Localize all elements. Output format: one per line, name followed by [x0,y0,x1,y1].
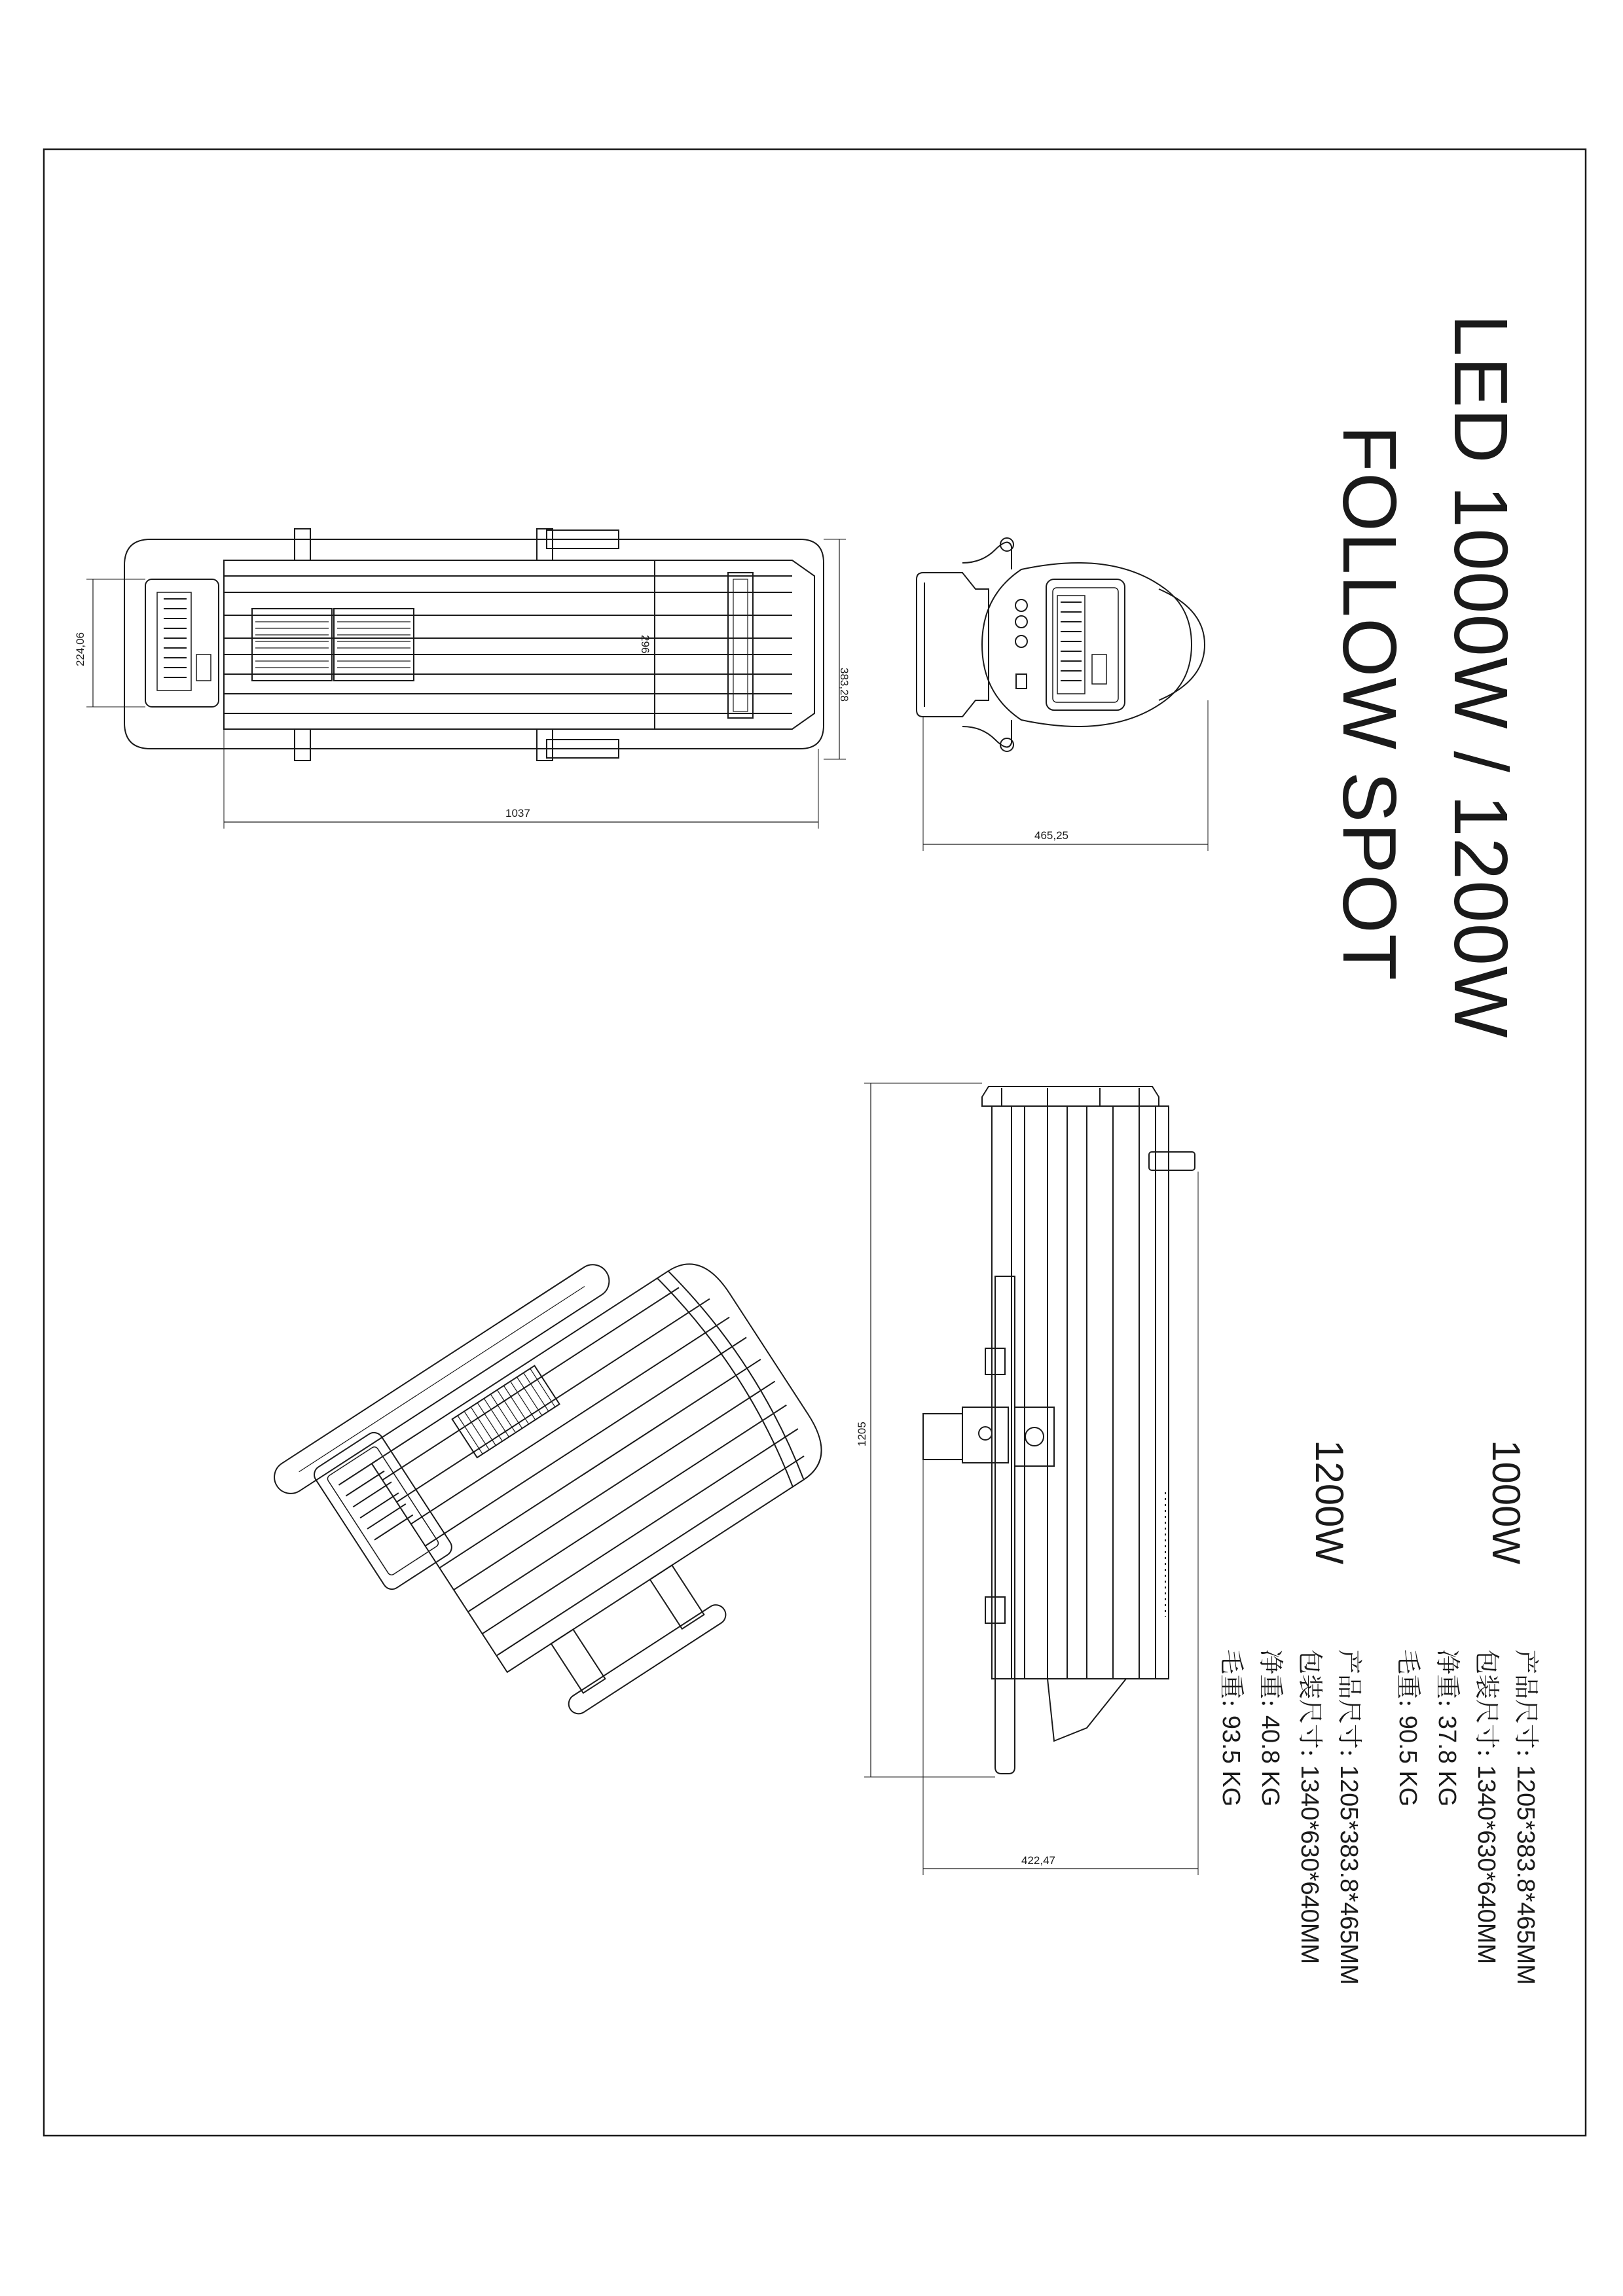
spec-value: 1205*383.8*465MM [1512,1765,1539,1985]
dim-side-view-length: 1205 [856,1422,868,1446]
spec-value: 40.8 KG [1256,1715,1284,1807]
model-label-1000w: 1000W [1484,1440,1528,1565]
spec-label: 毛重: [1394,1649,1423,1708]
spec-value: 1205*383.8*465MM [1335,1765,1362,1985]
dim-side-view-depth: 422,47 [1021,1854,1055,1867]
spec-1200w-package [1297,1649,1322,1964]
vent-grille [252,609,414,681]
spec-label: 包装尺寸: [1472,1649,1501,1757]
spec-1000w-package [1474,1649,1499,1964]
spec-value: 1340*630*640MM [1472,1765,1500,1965]
dim-top-view-panel: 224,06 [74,632,86,666]
side-view [864,1083,1198,1875]
spec-value: 90.5 KG [1394,1715,1421,1807]
spec-1200w-size [1336,1649,1362,1985]
spec-1200w-net-weight [1258,1649,1283,1806]
spec-1000w-size [1513,1649,1539,1985]
spec-value: 37.8 KG [1433,1715,1461,1807]
spec-value: 93.5 KG [1217,1715,1245,1807]
top-view [86,529,846,829]
spec-label: 净重: [1433,1649,1462,1708]
spec-label: 净重: [1256,1649,1285,1708]
dim-top-view-length: 1037 [505,807,530,819]
dim-top-view-inner: 296 [639,635,651,654]
title-line-1: LED 1000W / 1200W [1438,314,1523,1039]
spec-label: 毛重: [1217,1649,1246,1708]
front-view [917,538,1208,851]
spec-1200w-gross-weight [1218,1649,1244,1806]
spec-value: 1340*630*640MM [1296,1765,1323,1965]
spec-label: 包装尺寸: [1296,1649,1324,1757]
title-line-2: FOLLOW SPOT [1327,425,1412,981]
model-label-1200w: 1200W [1307,1440,1351,1565]
spec-1000w-gross-weight [1395,1649,1421,1806]
isometric-view [268,1208,878,1785]
spec-label: 产品尺寸: [1512,1649,1541,1757]
spec-label: 产品尺寸: [1335,1649,1364,1757]
dim-top-view-width: 383,28 [838,668,850,702]
dim-front-view-width: 465,25 [1034,829,1068,842]
spec-1000w-net-weight [1434,1649,1460,1806]
